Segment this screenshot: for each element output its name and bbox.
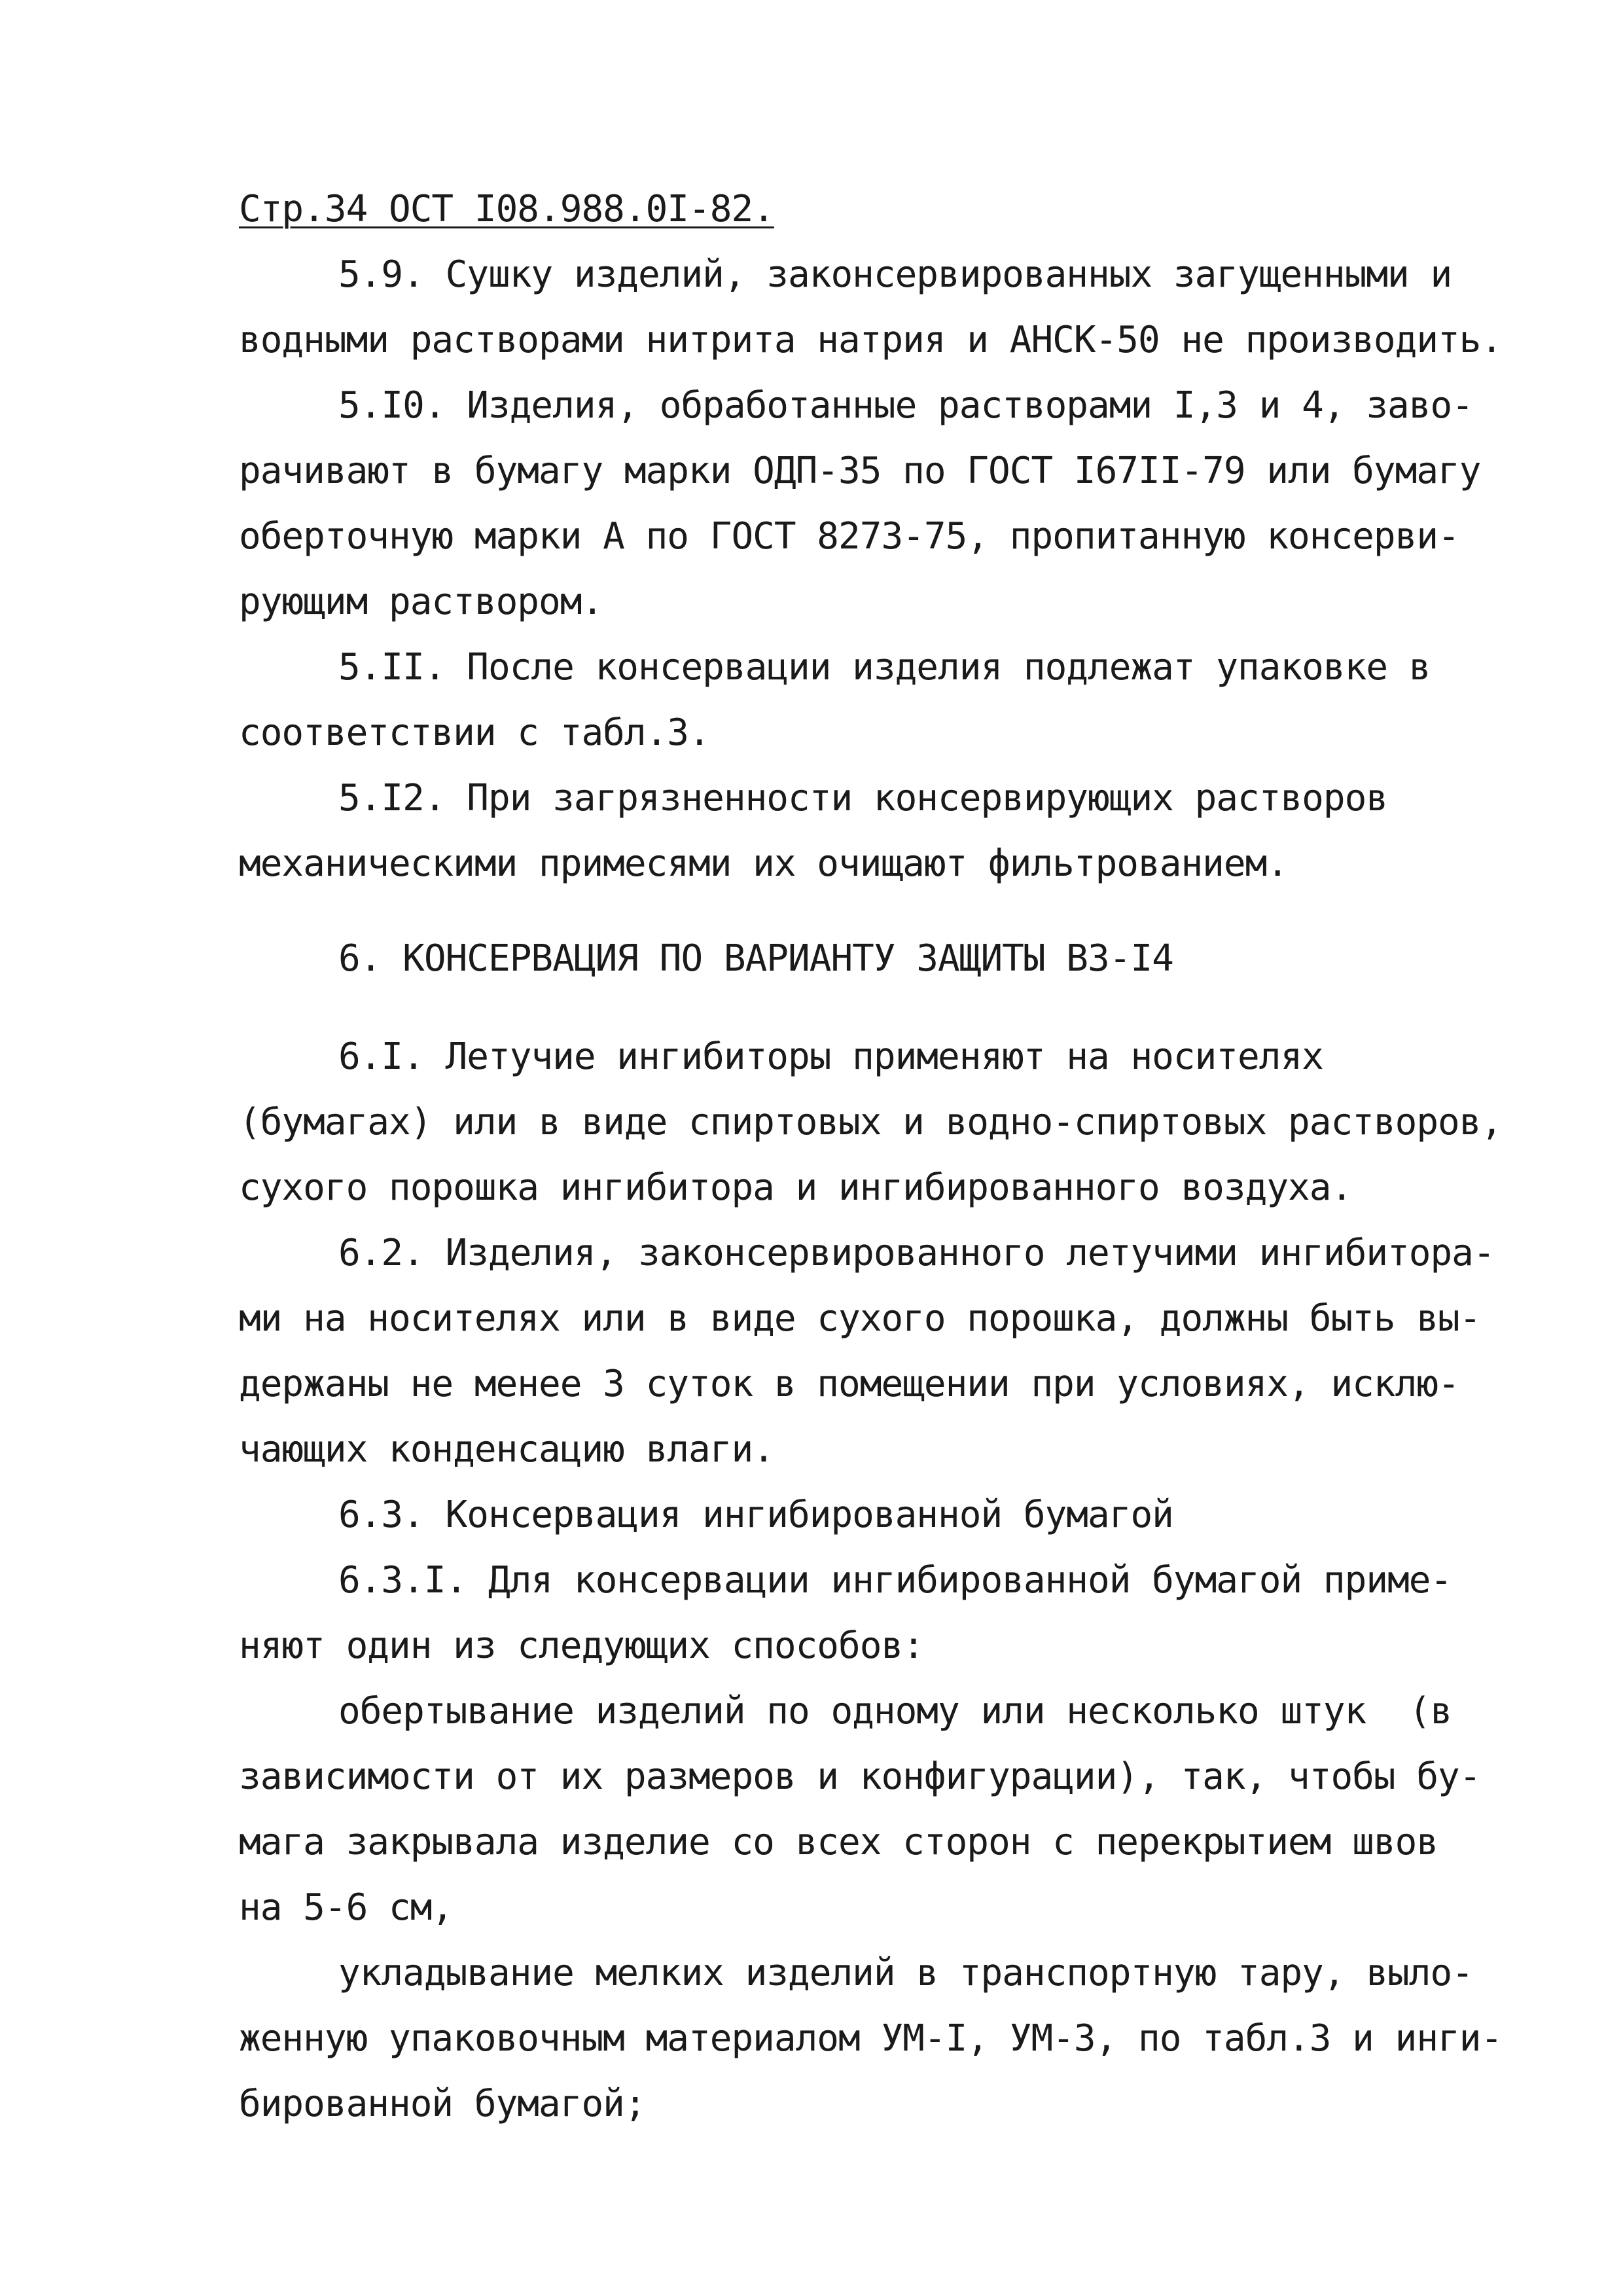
section-heading: 6. КОНСЕРВАЦИЯ ПО ВАРИАНТУ ЗАЩИТЫ ВЗ-I4 <box>338 937 1173 980</box>
text-line: чающих конденсацию влаги. <box>239 1428 774 1471</box>
text-line: няют один из следующих способов: <box>239 1624 924 1667</box>
text-line: 5.II. После консервации изделия подлежат упаковке в <box>338 646 1431 689</box>
text-line: укладывание мелких изделий в транспортную тару, выло- <box>338 1952 1473 1994</box>
text-line: женную упаковочным материалом УМ-I, УМ-3, по табл.3 и инги- <box>239 2017 1503 2060</box>
text-line: ми на носителях или в виде сухого порошка, должны быть вы- <box>239 1297 1481 1340</box>
text-line: на 5-6 см, <box>239 1886 454 1929</box>
text-line: 5.I0. Изделия, обработанные растворами I,3 и 4, заво- <box>338 384 1473 427</box>
text-line: механическими примесями их очищают фильтрованием. <box>239 842 1289 885</box>
text-line: обертывание изделий по одному или несколько штук (в <box>338 1690 1452 1732</box>
text-line: оберточную марки А по ГОСТ 8273-75, пропитанную консерви- <box>239 515 1459 558</box>
text-line: сухого порошка ингибитора и ингибированного воздуха. <box>239 1166 1353 1209</box>
text-line: 6.3. Консервация ингибированной бумагой <box>338 1494 1173 1536</box>
text-line: зависимости от их размеров и конфигурации), так, чтобы бу- <box>239 1755 1481 1798</box>
text-line: 5.I2. При загрязненности консервирующих растворов <box>338 777 1388 819</box>
text-line: рующим раствором. <box>239 581 603 623</box>
text-line: мага закрывала изделие со всех сторон с перекрытием швов <box>239 1821 1438 1863</box>
text-line: 6.2. Изделия, законсервированного летучими ингибитора- <box>338 1232 1495 1274</box>
text-line: рачивают в бумагу марки ОДП-35 по ГОСТ I67II-79 или бумагу <box>239 450 1481 492</box>
text-line: водными растворами нитрита натрия и АНСК-50 не производить. <box>239 319 1503 361</box>
text-line: 6.3.I. Для консервации ингибированной бумагой приме- <box>338 1559 1452 1602</box>
text-line: держаны не менее 3 суток в помещении при условиях, исклю- <box>239 1363 1459 1405</box>
text-line: бированной бумагой; <box>239 2083 646 2125</box>
text-line: 5.9. Сушку изделий, законсервированных загущенными и <box>338 253 1452 296</box>
text-line: (бумагах) или в виде спиртовых и водно-спиртовых растворов, <box>239 1101 1503 1143</box>
text-line: 6.I. Летучие ингибиторы применяют на носителях <box>338 1035 1323 1078</box>
text-line: соответствии с табл.3. <box>239 711 710 754</box>
page-header: Стр.34 ОСТ I08.988.0I-82. <box>239 188 774 230</box>
